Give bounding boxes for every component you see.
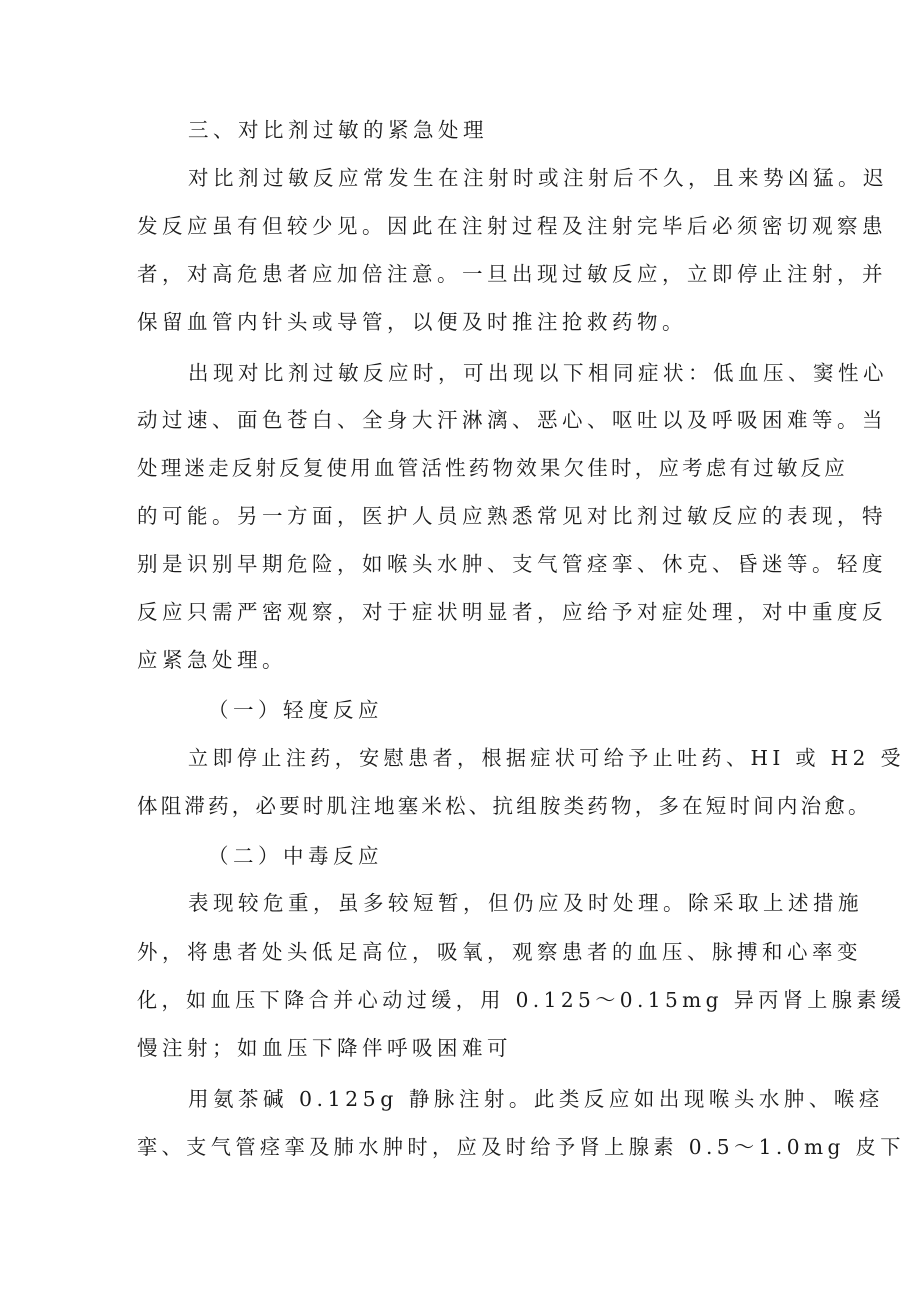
paragraph-line: 用氨茶碱 0.125g 静脉注射。此类反应如出现喉头水肿、喉痉	[188, 1087, 884, 1111]
paragraph-line: 表现较危重，虽多较短暂，但仍应及时处理。除采取上述措施	[188, 891, 863, 915]
paragraph-line: 出现对比剂过敏反应时，可出现以下相同症状：低血压、窦性心	[188, 361, 888, 385]
paragraph-line: 化，如血压下降合并心动过缓，用 0.125～0.15mg 异丙肾上腺素缓	[137, 988, 906, 1012]
paragraph-line: 处理迷走反射反复使用血管活性药物效果欠佳时，应考虑有过敏反应	[137, 456, 848, 480]
paragraph-line: 体阻滞药，必要时肌注地塞米松、抗组胺类药物，多在短时间内治愈。	[137, 794, 872, 818]
paragraph-line: 动过速、面色苍白、全身大汗淋漓、恶心、呕吐以及呼吸困难等。当	[137, 408, 887, 432]
paragraph-line: 挛、支气管痉挛及肺水肿时，应及时给予肾上腺素 0.5～1.0mg 皮下	[137, 1135, 905, 1159]
subheading-severe: （二）中毒反应	[208, 844, 383, 868]
section-heading: 三、对比剂过敏的紧急处理	[188, 118, 488, 142]
paragraph-line: 外，将患者处头低足高位，吸氧，观察患者的血压、脉搏和心率变	[137, 940, 862, 964]
paragraph-line: 别是识别早期危险，如喉头水肿、支气管痉挛、休克、昏迷等。轻度	[137, 552, 887, 576]
paragraph-line: 保留血管内针头或导管，以便及时推注抢救药物。	[137, 310, 687, 334]
subheading-mild: （一）轻度反应	[208, 698, 383, 722]
paragraph-line: 应紧急处理。	[137, 648, 287, 672]
paragraph-line: 发反应虽有但较少见。因此在注射过程及注射完毕后必须密切观察患	[137, 214, 887, 238]
paragraph-line: 慢注射；如血压下降伴呼吸困难可	[137, 1036, 512, 1060]
paragraph-line: 的可能。另一方面，医护人员应熟悉常见对比剂过敏反应的表现，特	[137, 504, 887, 528]
paragraph-line: 立即停止注药，安慰患者，根据症状可给予止吐药、HI 或 H2 受	[188, 746, 905, 770]
paragraph-line: 者，对高危患者应加倍注意。一旦出现过敏反应，立即停止注射，并	[137, 262, 887, 286]
paragraph-line: 反应只需严密观察，对于症状明显者，应给予对症处理，对中重度反	[137, 600, 887, 624]
paragraph-line: 对比剂过敏反应常发生在注射时或注射后不久，且来势凶猛。迟	[188, 166, 888, 190]
